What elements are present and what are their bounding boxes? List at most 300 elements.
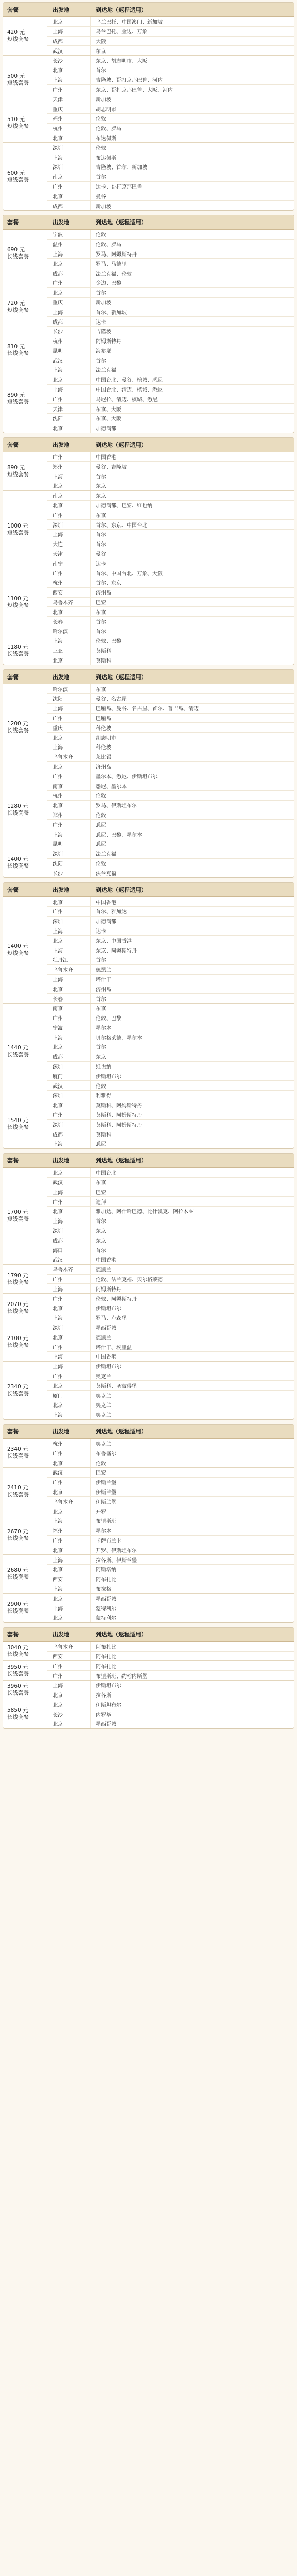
package-cell <box>3 1516 47 1554</box>
package-price: 2670 元 <box>7 1529 28 1535</box>
route-row <box>47 810 294 820</box>
package-type: 长线套餐 <box>7 1052 29 1058</box>
destination-cell: 墨西哥城 <box>96 1596 116 1602</box>
destination-cell: 首尔 <box>96 958 106 964</box>
table-header <box>3 670 294 684</box>
route-row <box>47 288 294 298</box>
destination-cell: 伊斯兰堡 <box>96 1499 116 1505</box>
route-list <box>47 1661 294 1680</box>
destination-cell: 海参崴 <box>96 348 111 354</box>
destination-cell: 首尔 <box>96 474 106 480</box>
origin-cell: 上海 <box>47 75 91 84</box>
route-row <box>47 752 294 762</box>
destination-cell: 法兰克福 <box>96 871 116 877</box>
origin-cell: 西安 <box>47 1652 91 1661</box>
header-origin: 出发地 <box>53 673 69 681</box>
origin-cell: 广州 <box>47 771 91 781</box>
package-type: 长线套餐 <box>7 1279 29 1285</box>
origin-cell: 广州 <box>47 452 91 462</box>
route-row <box>47 1371 294 1381</box>
destination-cell: 曼谷 <box>96 552 106 558</box>
destination-cell: 东京、哥打京那巴鲁、大阪、河内 <box>96 87 173 93</box>
route-row <box>47 307 294 317</box>
table-header <box>3 1425 294 1439</box>
package-cell <box>3 1700 47 1728</box>
route-row <box>47 849 294 859</box>
package-type: 长线套餐 <box>7 1535 29 1542</box>
destination-cell: 悉尼 <box>96 822 106 828</box>
origin-cell: 福州 <box>47 1526 91 1535</box>
origin-cell: 北京 <box>47 501 91 510</box>
route-row <box>47 327 294 336</box>
price-table-card <box>3 1424 294 1623</box>
route-row <box>47 1342 294 1352</box>
origin-cell: 乌鲁木齐 <box>47 1265 91 1274</box>
destination-cell: 阿姆斯特丹 <box>96 339 121 345</box>
destination-cell: 首尔 <box>96 532 106 538</box>
header-origin: 出发地 <box>53 219 69 226</box>
package-group <box>3 1439 294 1468</box>
destination-cell: 罗马、卢森堡 <box>96 1316 127 1322</box>
route-row <box>47 1536 294 1546</box>
origin-cell: 成都 <box>47 1129 91 1139</box>
destination-cell: 首尔 <box>96 1219 106 1225</box>
destination-cell: 德黑兰 <box>96 1335 111 1341</box>
package-cell <box>3 1468 47 1516</box>
route-row <box>47 1565 294 1574</box>
route-list <box>47 1468 294 1516</box>
origin-cell: 昆明 <box>47 346 91 355</box>
route-row <box>47 501 294 511</box>
origin-cell: 沈阳 <box>47 694 91 703</box>
destination-cell: 吉隆坡、哥打京那巴鲁、河内 <box>96 78 163 84</box>
origin-cell: 牡丹江 <box>47 955 91 964</box>
origin-cell: 北京 <box>47 17 91 26</box>
route-row <box>47 1671 294 1680</box>
route-row <box>47 404 294 414</box>
origin-cell: 上海 <box>47 742 91 752</box>
destination-cell: 科伦坡 <box>96 745 111 751</box>
origin-cell: 北京 <box>47 1565 91 1574</box>
destination-cell: 达卡、哥打京那巴鲁 <box>96 184 142 190</box>
destination-cell: 伊斯兰堡 <box>96 1489 116 1496</box>
route-row <box>47 201 294 210</box>
destination-cell: 首尔、中国台北、万象、大阪 <box>96 571 163 577</box>
destination-cell: 莱比锡 <box>96 755 111 761</box>
destination-cell: 奥克兰 <box>96 1441 111 1447</box>
route-list <box>47 143 294 210</box>
package-type: 长线套餐 <box>7 1574 29 1581</box>
destination-cell: 布拉格 <box>96 1586 111 1592</box>
origin-cell: 武汉 <box>47 1178 91 1187</box>
origin-cell: 大连 <box>47 539 91 549</box>
route-row <box>47 1506 294 1516</box>
package-price: 2680 元 <box>7 1567 28 1574</box>
destination-cell: 莫斯科、阿姆斯特丹 <box>96 1122 142 1128</box>
destination-cell: 莫斯科 <box>96 649 111 654</box>
origin-cell: 上海 <box>47 945 91 955</box>
route-row <box>47 1187 294 1197</box>
route-row <box>47 1516 294 1526</box>
origin-cell: 北京 <box>47 1400 91 1410</box>
origin-cell: 武汉 <box>47 1468 91 1477</box>
route-row <box>47 1235 294 1245</box>
route-row <box>47 1042 294 1052</box>
origin-cell: 长沙 <box>47 868 91 877</box>
route-row <box>47 1303 294 1313</box>
origin-cell: 北京 <box>47 1458 91 1467</box>
route-row <box>47 1458 294 1467</box>
origin-cell: 长沙 <box>47 1709 91 1719</box>
package-price: 2340 元 <box>7 1383 28 1390</box>
origin-cell: 西安 <box>47 1574 91 1584</box>
route-row <box>47 1642 294 1652</box>
route-row <box>47 1207 294 1216</box>
origin-cell: 广州 <box>47 1013 91 1023</box>
origin-cell: 海口 <box>47 1245 91 1255</box>
package-type: 长线套餐 <box>7 1651 29 1658</box>
destination-cell: 阿布扎比 <box>96 1664 116 1670</box>
package-price: 1200 元 <box>7 721 28 727</box>
route-row <box>47 742 294 752</box>
route-list <box>47 849 294 877</box>
origin-cell: 南京 <box>47 491 91 500</box>
origin-cell: 乌鲁木齐 <box>47 1497 91 1506</box>
header-package: 套餐 <box>7 1428 19 1435</box>
destination-cell: 加德满都 <box>96 426 116 432</box>
package-type: 短线套餐 <box>7 176 29 183</box>
origin-cell: 北京 <box>47 1545 91 1554</box>
route-row <box>47 588 294 598</box>
origin-cell: 成都 <box>47 268 91 278</box>
package-group <box>3 684 294 771</box>
route-row <box>47 298 294 308</box>
destination-cell: 巴黎 <box>96 1470 106 1477</box>
route-row <box>47 355 294 365</box>
destination-cell: 悉尼、墨尔本 <box>96 784 127 790</box>
route-row <box>47 27 294 37</box>
origin-cell: 上海 <box>47 1516 91 1526</box>
origin-cell: 广州 <box>47 182 91 191</box>
origin-cell: 南京 <box>47 781 91 790</box>
origin-cell: 昆明 <box>47 839 91 849</box>
origin-cell: 深圳 <box>47 1323 91 1332</box>
destination-cell: 东京 <box>96 494 106 500</box>
price-table-card <box>3 215 294 433</box>
destination-cell: 悉尼 <box>96 842 106 848</box>
origin-cell: 上海 <box>47 1352 91 1361</box>
origin-cell: 广州 <box>47 1110 91 1120</box>
route-list <box>47 1265 294 1293</box>
package-cell <box>3 636 47 665</box>
destination-cell: 伦敦、巴黎 <box>96 639 121 645</box>
origin-cell: 重庆 <box>47 298 91 307</box>
route-row <box>47 1545 294 1554</box>
origin-cell: 北京 <box>47 1332 91 1342</box>
destination-cell: 伊斯坦布尔 <box>96 1306 121 1312</box>
package-price: 500 元 <box>7 73 25 79</box>
package-group <box>3 17 294 56</box>
package-cell <box>3 1661 47 1680</box>
route-row <box>47 1709 294 1719</box>
header-destination: 到达地（返程适用） <box>96 886 147 893</box>
route-row <box>47 336 294 346</box>
origin-cell: 上海 <box>47 471 91 481</box>
destination-cell: 阿布扎比 <box>96 1654 116 1660</box>
package-group <box>3 278 294 336</box>
origin-cell: 广州 <box>47 907 91 916</box>
route-row <box>47 1139 294 1148</box>
price-table-card <box>3 1627 294 1729</box>
route-row <box>47 1081 294 1091</box>
route-row <box>47 1013 294 1023</box>
destination-cell: 德黑兰 <box>96 968 111 974</box>
origin-cell: 深圳 <box>47 849 91 858</box>
destination-cell: 达卡 <box>96 561 106 567</box>
package-cell <box>3 1294 47 1322</box>
route-row <box>47 733 294 742</box>
route-row <box>47 1526 294 1536</box>
route-row <box>47 1023 294 1033</box>
price-table-card <box>3 437 294 666</box>
header-destination: 到达地（返程适用） <box>96 6 147 13</box>
package-group <box>3 897 294 1004</box>
route-row <box>47 1613 294 1622</box>
destination-cell: 伦敦 <box>96 1083 106 1090</box>
route-row <box>47 1197 294 1207</box>
origin-cell: 北京 <box>47 1487 91 1497</box>
route-row <box>47 955 294 965</box>
origin-cell: 上海 <box>47 530 91 539</box>
route-row <box>47 1168 294 1178</box>
header-origin: 出发地 <box>53 1157 69 1164</box>
origin-cell: 郑州 <box>47 810 91 820</box>
origin-cell: 宁波 <box>47 230 91 239</box>
package-price: 1540 元 <box>7 1117 28 1124</box>
origin-cell: 天津 <box>47 404 91 413</box>
package-cell <box>3 771 47 848</box>
origin-cell: 上海 <box>47 1584 91 1594</box>
origin-cell: 上海 <box>47 1284 91 1293</box>
price-table-card <box>3 669 294 878</box>
route-row <box>47 1352 294 1361</box>
header-package: 套餐 <box>7 673 19 681</box>
package-group <box>3 1516 294 1555</box>
origin-cell: 北京 <box>47 1690 91 1700</box>
package-type: 长线套餐 <box>7 863 29 870</box>
origin-cell: 北京 <box>47 481 91 490</box>
destination-cell: 开罗 <box>96 1509 106 1515</box>
table-header <box>3 1628 294 1642</box>
route-row <box>47 1381 294 1391</box>
origin-cell: 广州 <box>47 394 91 403</box>
destination-cell: 蒙特利尔 <box>96 1606 116 1612</box>
package-cell <box>3 1439 47 1467</box>
package-type: 长线套餐 <box>7 1714 29 1721</box>
destination-cell: 济州岛 <box>96 987 111 993</box>
origin-cell: 乌鲁木齐 <box>47 752 91 761</box>
origin-cell: 北京 <box>47 897 91 906</box>
destination-cell: 首尔 <box>96 358 106 364</box>
destination-cell: 伊斯坦布尔 <box>96 1702 121 1708</box>
origin-cell: 长沙 <box>47 56 91 65</box>
package-group <box>3 771 294 849</box>
package-cell <box>3 568 47 636</box>
route-row <box>47 1555 294 1565</box>
route-list <box>47 1700 294 1728</box>
package-group <box>3 1555 294 1594</box>
destination-cell: 悉尼、巴黎、墨尔本 <box>96 832 142 838</box>
destination-cell: 曼谷、吉隆坡 <box>96 464 127 470</box>
destination-cell: 伦敦、法兰克福、贝尔格莱德 <box>96 1277 163 1283</box>
origin-cell: 北京 <box>47 1042 91 1052</box>
origin-cell: 广州 <box>47 1478 91 1487</box>
origin-cell: 上海 <box>47 1362 91 1371</box>
package-price: 720 元 <box>7 300 25 307</box>
route-row <box>47 694 294 704</box>
origin-cell: 上海 <box>47 829 91 839</box>
header-destination: 到达地（返程适用） <box>96 1631 147 1638</box>
destination-cell: 墨西哥城 <box>96 1326 116 1331</box>
destination-cell: 东京 <box>96 1229 106 1235</box>
origin-cell: 北京 <box>47 1506 91 1516</box>
destination-cell: 首尔 <box>96 619 106 625</box>
package-price: 420 元 <box>7 29 25 36</box>
destination-cell: 雅加达、阿什哈巴德、比什凯克、阿拉木图 <box>96 1209 194 1215</box>
route-row <box>47 385 294 395</box>
package-group <box>3 1468 294 1516</box>
package-group <box>3 491 294 568</box>
origin-cell: 北京 <box>47 733 91 742</box>
origin-cell: 武汉 <box>47 46 91 55</box>
origin-cell: 深圳 <box>47 162 91 172</box>
table-header <box>3 883 294 897</box>
origin-cell: 杭州 <box>47 124 91 133</box>
route-row <box>47 104 294 114</box>
route-row <box>47 965 294 975</box>
package-type: 长线套餐 <box>7 727 29 734</box>
route-row <box>47 75 294 85</box>
destination-cell: 首尔 <box>96 996 106 1003</box>
package-type: 短线套餐 <box>7 471 29 478</box>
package-cell <box>3 1265 47 1293</box>
destination-cell: 东京 <box>96 687 106 693</box>
destination-cell: 奥克兰 <box>96 1374 111 1380</box>
package-group <box>3 1100 294 1148</box>
destination-cell: 东京、大阪 <box>96 406 121 413</box>
route-list <box>47 336 294 365</box>
route-list <box>47 1362 294 1419</box>
origin-cell: 长春 <box>47 617 91 626</box>
origin-cell: 杭州 <box>47 578 91 587</box>
route-row <box>47 1091 294 1100</box>
destination-cell: 阿姆斯特丹 <box>96 1286 121 1293</box>
package-group <box>3 1700 294 1728</box>
origin-cell: 乌鲁木齐 <box>47 598 91 607</box>
package-group <box>3 143 294 210</box>
destination-cell: 首尔 <box>96 68 106 74</box>
route-list <box>47 452 294 490</box>
route-row <box>47 1661 294 1671</box>
origin-cell: 上海 <box>47 27 91 36</box>
origin-cell: 深圳 <box>47 1091 91 1100</box>
package-cell <box>3 1642 47 1661</box>
route-row <box>47 1265 294 1275</box>
package-cell <box>3 104 47 142</box>
destination-cell: 塔什干、埃里温 <box>96 1345 132 1351</box>
destination-cell: 墨尔本、悉尼、伊斯坦布尔 <box>96 774 158 780</box>
destination-cell: 阿斯塔纳 <box>96 1567 116 1573</box>
origin-cell: 北京 <box>47 801 91 810</box>
route-row <box>47 558 294 568</box>
destination-cell: 奥克兰 <box>96 1403 111 1409</box>
package-price: 1280 元 <box>7 803 28 810</box>
route-row <box>47 704 294 714</box>
destination-cell: 法兰克福、伦敦 <box>96 271 132 277</box>
package-cell <box>3 230 47 278</box>
origin-cell: 武汉 <box>47 1255 91 1264</box>
destination-cell: 伊斯坦布尔 <box>96 1364 121 1370</box>
destination-cell: 伦敦、罗马 <box>96 242 121 248</box>
destination-cell: 中国台北 <box>96 1171 116 1177</box>
route-row <box>47 152 294 162</box>
destination-cell: 金边、巴黎 <box>96 281 121 287</box>
route-row <box>47 452 294 462</box>
origin-cell: 武汉 <box>47 1081 91 1090</box>
table-header <box>3 438 294 452</box>
package-price: 2900 元 <box>7 1601 28 1608</box>
route-row <box>47 1690 294 1700</box>
route-row <box>47 414 294 423</box>
route-row <box>47 1603 294 1613</box>
route-row <box>47 626 294 636</box>
destination-cell: 东京、大阪 <box>96 416 121 422</box>
destination-cell: 巴黎 <box>96 1190 106 1196</box>
route-row <box>47 868 294 877</box>
package-cell <box>3 897 47 1003</box>
destination-cell: 开罗、伊斯坦布尔 <box>96 1548 137 1554</box>
route-row <box>47 598 294 607</box>
header-destination: 到达地（返程适用） <box>96 1157 147 1164</box>
route-list <box>47 1642 294 1661</box>
origin-cell: 上海 <box>47 249 91 259</box>
package-type: 短线套餐 <box>7 399 29 405</box>
package-type: 长线套餐 <box>7 1308 29 1314</box>
package-price: 1400 元 <box>7 856 28 863</box>
route-list <box>47 365 294 433</box>
route-list <box>47 56 294 104</box>
route-list <box>47 1294 294 1322</box>
route-row <box>47 1584 294 1594</box>
origin-cell: 北京 <box>47 65 91 75</box>
destination-cell: 首尔、东京、中国台北 <box>96 522 147 529</box>
package-cell <box>3 336 47 365</box>
destination-cell: 科伦坡 <box>96 725 111 732</box>
destination-cell: 拉各斯、伊斯兰堡 <box>96 1557 137 1564</box>
header-origin: 出发地 <box>53 442 69 449</box>
package-group <box>3 1004 294 1100</box>
origin-cell: 广州 <box>47 1197 91 1206</box>
route-row <box>47 268 294 278</box>
package-price: 890 元 <box>7 464 25 471</box>
destination-cell: 济州岛 <box>96 764 111 770</box>
route-row <box>47 607 294 617</box>
origin-cell: 广州 <box>47 568 91 578</box>
route-row <box>47 1574 294 1584</box>
header-origin: 出发地 <box>53 6 69 13</box>
route-row <box>47 17 294 27</box>
destination-cell: 维也纳 <box>96 1064 111 1071</box>
